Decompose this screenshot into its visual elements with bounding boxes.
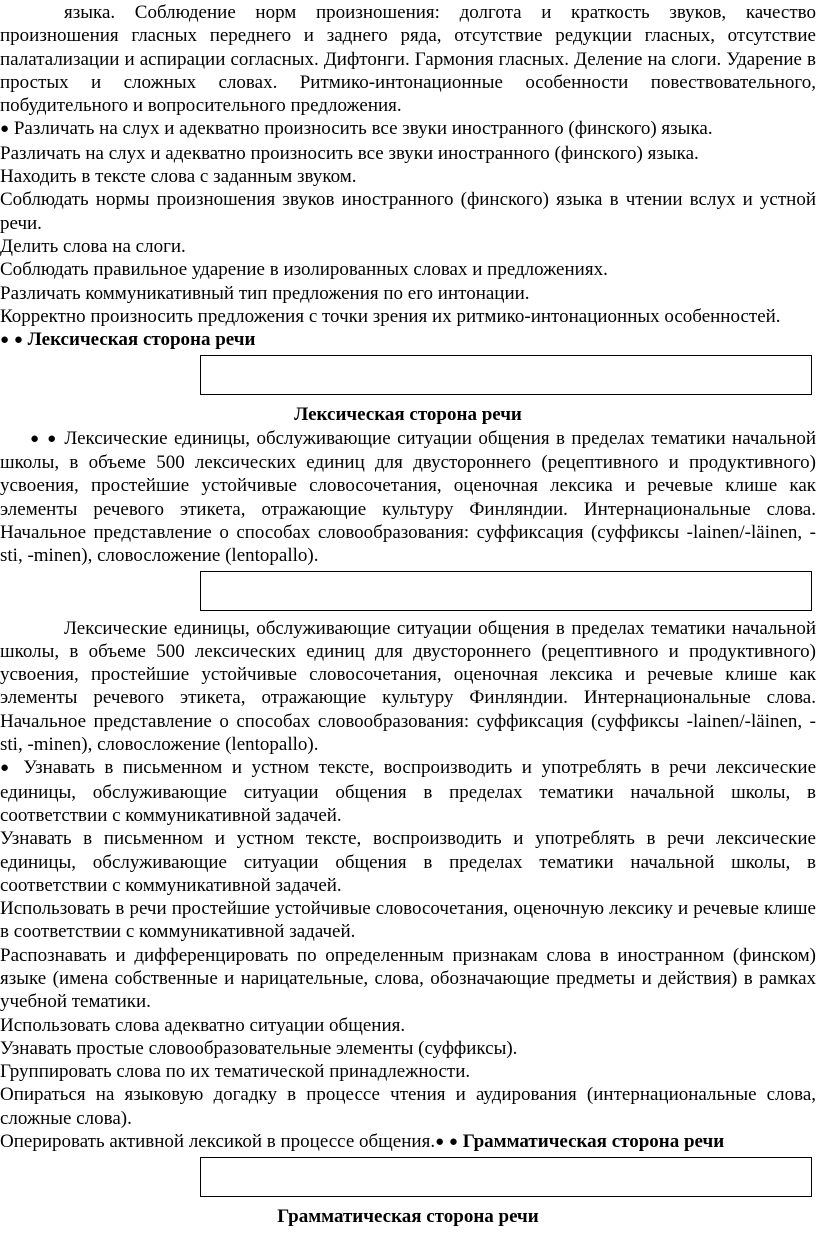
lexical-paragraph-repeat: Лексические единицы, обслуживающие ситуации общения в пределах тематики начальной школы, в объеме 500 лексических единиц для двустороннего (рецептивного и продуктивного) усвоения, простейшие устойчивые словосочетания, оценочная лексика и речевые клише как элементы речевого этикета, отражающие культуру Финляндии. Интернациональные слова. Начальное представление о способах словообразования: суффиксация (суффиксы -lainen/-läinen, -sti, -minen), словосложение (lentopallo).	[0, 617, 816, 756]
document-page	[0, 1, 816, 1229]
phonetics-item: Делить слова на слоги.	[0, 235, 186, 257]
lexical-item: Узнавать простые словообразовательные элементы (суффиксы).	[0, 1037, 518, 1059]
lexical-item: Группировать слова по их тематической принадлежности.	[0, 1061, 471, 1083]
phonetics-item: Находить в тексте слова с заданным звуком.	[0, 166, 357, 188]
bullet-icon: ●	[448, 1134, 458, 1151]
bullet-item-text: Узнавать в письменном и устном тексте, воспроизводить и употреблять в речи лексические единицы, обслуживающие ситуации общения в пределах тематики начальной школы, в соответствии с коммуникативной задачей.	[0, 757, 816, 826]
bullet-item-text: Различать на слух и адекватно произносить все звуки иностранного (финского) языка.	[13, 118, 713, 140]
paragraph-text: Лексические единицы, обслуживающие ситуации общения в пределах тематики начальной школы, в объеме 500 лексических единиц для двустороннего (рецептивного и продуктивного) усвоения, простейшие устойчивые словосочетания, оценочная лексика и речевые клише как элементы речевого этикета, отражающие культуру Финляндии. Интернациональные слова. Начальное представление о способах словообразования: суффиксация (суффиксы -lainen/-läinen, -sti, -minen), словосложение (lentopallo).	[0, 427, 816, 567]
lexical-item: Распознавать и дифференцировать по определенным признакам слова в иностранном (финском) языке (имена собственные и нарицательные, слова, обозначающие предметы и действия) в рамках учебной тематики.	[0, 944, 816, 1013]
bullet-icon: ●	[47, 430, 58, 447]
lexical-heading-inline	[0, 328, 816, 352]
bullet-icon: ●	[0, 121, 10, 138]
lexical-item: Использовать слова адекватно ситуации общения.	[0, 1014, 406, 1036]
bullet-icon: ●	[0, 332, 10, 349]
phonetics-item: Соблюдать правильное ударение в изолированных словах и предложениях.	[0, 259, 608, 281]
last-item-text: Оперировать активной лексикой в процессе общения.	[0, 1131, 436, 1153]
lexical-heading-center: Лексическая сторона речи	[294, 404, 522, 426]
empty-table-cell	[200, 571, 812, 611]
phonetics-item: Различать на слух и адекватно произносить все звуки иностранного (финского) языка.	[0, 142, 699, 164]
bullet-icon: ●	[435, 1134, 445, 1151]
lexical-item: Узнавать в письменном и устном тексте, воспроизводить и употреблять в речи лексические единицы, обслуживающие ситуации общения в пределах тематики начальной школы, в соответствии с коммуникативной задачей.	[0, 828, 816, 896]
grammar-heading-center: Грамматическая сторона речи	[277, 1206, 539, 1228]
phonetics-bullet-item	[0, 117, 816, 141]
bullet-icon: ●	[13, 332, 23, 349]
bullet-icon: ●	[0, 760, 14, 777]
lexical-item: Опираться на языковую догадку в процессе чтения и аудирования (интернациональные слова, сложные слова).	[0, 1084, 816, 1129]
phonetics-item: Соблюдать нормы произношения звуков иностранного (финского) языка в чтении вслух и устной речи.	[0, 189, 816, 234]
lexical-paragraph	[0, 427, 816, 568]
heading-text: Лексическая сторона речи	[27, 329, 256, 351]
bullet-icon: ●	[30, 430, 41, 447]
phonetics-intro: языка. Соблюдение норм произношения: долгота и краткость звуков, качество произношения гласных переднего и заднего ряда, отсутствие редукции гласных, отсутствие палатализации и аспирации согласных. Дифтонги. Гармония гласных. Деление на слоги. Ударение в простых и сложных словах. Ритмико-интонационные особенности повествовательного, побудительного и вопросительного предложения.	[0, 2, 816, 117]
phonetics-item: Различать коммуникативный тип предложения по его интонации.	[0, 282, 530, 304]
phonetics-item: Корректно произносить предложения с точки зрения их ритмико-интонационных особенностей.	[0, 305, 781, 327]
empty-table-cell	[200, 1157, 812, 1197]
empty-table-cell	[200, 355, 812, 395]
lexical-last-item	[0, 1130, 816, 1154]
grammar-heading-inline: Грамматическая сторона речи	[462, 1131, 725, 1153]
lexical-item: Использовать в речи простейшие устойчивые словосочетания, оценочную лексику и речевые клише в соответствии с коммуникативной задачей.	[0, 898, 816, 943]
lexical-bullet-item	[0, 756, 816, 827]
